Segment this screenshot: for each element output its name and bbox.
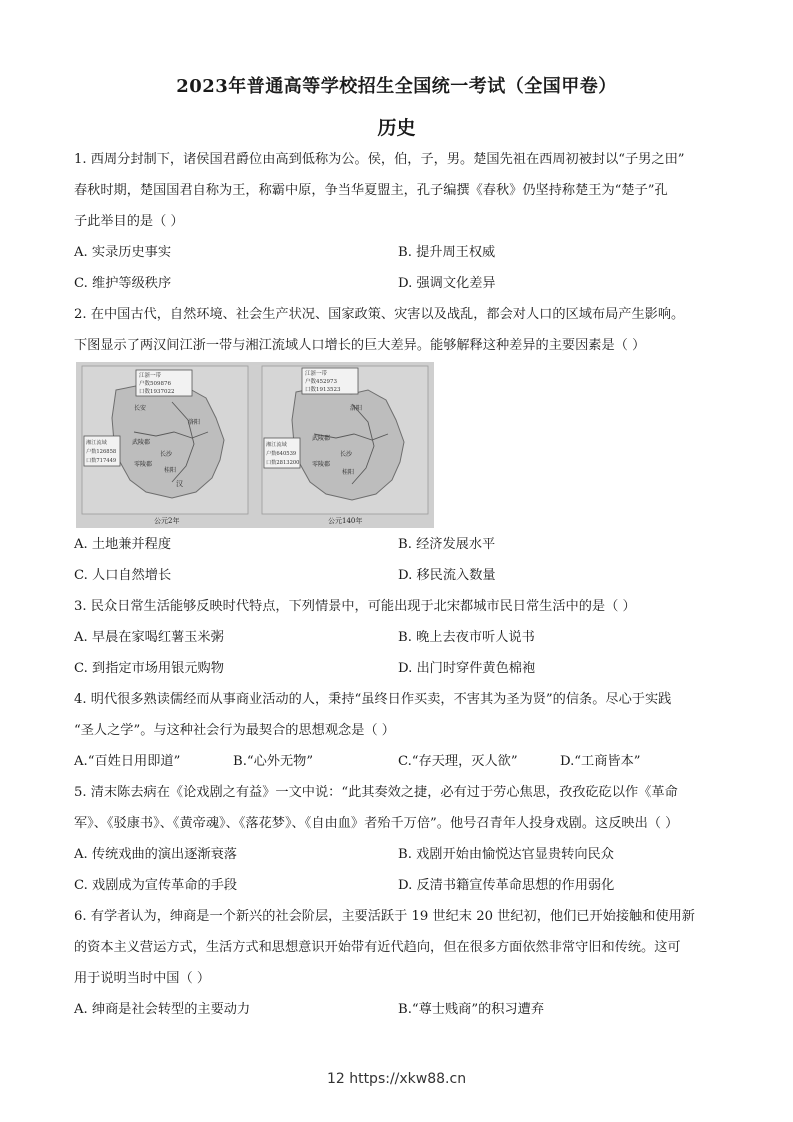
question-6-line-1: 6. 有学者认为，绅商是一个新兴的社会阶层，主要活跃于 19 世纪末 20 世纪初，他们已开始接触和使用新 [74, 909, 695, 924]
question-1-option-b: B. 提升周王权威 [398, 245, 496, 260]
question-4-option-d: D.“工商皆本” [560, 754, 641, 769]
map-panel-right [262, 366, 428, 525]
left-label-han: 汉 [176, 480, 183, 488]
question-2-option-c: C. 人口自然增长 [74, 568, 172, 583]
question-3-option-c: C. 到指定市场用银元购物 [74, 661, 224, 676]
question-3-option-a: A. 早晨在家喝红薯玉米粥 [74, 630, 224, 645]
question-4-option-b: B.“心外无物” [233, 754, 314, 769]
question-4-option-c: C.“存天理，灭人欲” [398, 754, 518, 769]
right-top-box-line-3: 口数1913523 [305, 387, 341, 393]
left-side-box-line-2: 户数126858 [86, 449, 117, 455]
question-5-option-d: D. 反清书籍宣传革命思想的作用弱化 [398, 878, 615, 893]
left-label-lingling: 零陵郡 [134, 461, 153, 468]
question-1-line-1: 1. 西周分封制下，诸侯国君爵位由高到低称为公。侯，伯，子，男。楚国先祖在西周初被封以“子男之田” [74, 152, 685, 167]
question-6-option-b: B.“尊士贱商”的积习遭弃 [398, 1002, 545, 1017]
left-top-box-line-2: 户数509876 [139, 381, 171, 387]
subject-heading: 历史 [377, 117, 416, 139]
question-5-option-b: B. 戏剧开始由愉悦达官显贵转向民众 [398, 847, 614, 862]
question-6-line-2: 的资本主义营运方式，生活方式和思想意识开始带有近代趋向，但在很多方面依然非常守旧和传统。这可 [74, 940, 681, 955]
right-side-box-line-2: 户数640539 [266, 451, 297, 457]
right-side-box-line-3: 口数2813200 [266, 460, 300, 466]
question-6-line-3: 用于说明当时中国（ ） [74, 971, 211, 986]
question-6-option-a: A. 绅商是社会转型的主要动力 [74, 1002, 251, 1017]
map-panel-left [82, 366, 248, 525]
left-label-luoyang: 洛阳 [188, 419, 201, 426]
left-side-box-line-3: 口数717449 [86, 458, 117, 464]
right-label-wuling: 武陵郡 [312, 435, 331, 442]
exam-title: 2023年普通高等学校招生全国统一考试（全国甲卷） [176, 76, 617, 97]
question-4-option-a: A.“百姓日用即道” [74, 754, 181, 769]
right-label-changsha: 长沙 [340, 451, 353, 458]
left-top-box-line-3: 口数1937022 [139, 389, 175, 395]
right-top-box-line-2: 户数452973 [305, 379, 337, 385]
question-3-line-1: 3. 民众日常生活能够反映时代特点，下列情景中，可能出现于北宋都城市民日常生活中的是（ ） [74, 599, 636, 614]
question-4-line-2: “圣人之学”。与这种社会行为最契合的思想观念是（ ） [74, 723, 395, 738]
right-side-box-line-1: 湘江流域 [266, 442, 287, 448]
left-label-changsha: 长沙 [160, 451, 173, 458]
question-2-option-a: A. 土地兼并程度 [74, 537, 172, 552]
left-label-wuling: 武陵郡 [132, 439, 151, 446]
left-label-guiyang: 桂阳 [164, 467, 177, 474]
left-label-changan: 长安 [134, 405, 147, 412]
page-footer: 12 https://xkw88.cn [326, 1071, 467, 1087]
question-5-option-c: C. 戏剧成为宣传革命的手段 [74, 878, 238, 893]
question-1-option-c: C. 维护等级秩序 [74, 276, 172, 291]
question-3-option-b: B. 晚上去夜市听人说书 [398, 630, 535, 645]
left-map-caption: 公元2年 [154, 517, 180, 525]
question-2-option-d: D. 移民流入数量 [398, 568, 496, 583]
question-1-option-a: A. 实录历史事实 [74, 245, 172, 260]
left-side-box-line-1: 湘江流域 [86, 440, 107, 446]
right-map-caption: 公元140年 [328, 517, 363, 525]
question-1-line-3: 子此举目的是（ ） [74, 214, 184, 229]
question-5-line-1: 5. 清末陈去病在《论戏剧之有益》一文中说：“此其奏效之捷，必有过于劳心焦思，孜孜矻矻以作《革命 [74, 785, 678, 800]
question-2-line-1: 2. 在中国古代，自然环境、社会生产状况、国家政策、灾害以及战乱，都会对人口的区域布局产生影响。 [74, 307, 685, 322]
question-5-option-a: A. 传统戏曲的演出逐渐衰落 [74, 847, 237, 862]
question-2-line-2: 下图显示了两汉间江浙一带与湘江流域人口增长的巨大差异。能够解释这种差异的主要因素是（ ） [74, 338, 646, 353]
right-label-lingling: 零陵郡 [312, 461, 331, 468]
question-4-line-1: 4. 明代很多熟读儒经而从事商业活动的人，秉持“虽终日作买卖，不害其为圣为贤”的信条。尽心于实践 [74, 692, 672, 707]
left-top-box-line-1: 江浙一带 [139, 373, 162, 379]
question-2-option-b: B. 经济发展水平 [398, 537, 496, 552]
question-5-line-2: 军》、《驳康书》、《黄帝魂》、《落花梦》、《自由血》者殆千万倍”。他号召青年人投身戏剧。这反映出（ ） [74, 816, 679, 831]
question-3-option-d: D. 出门时穿件黄色棉袍 [398, 661, 536, 676]
right-label-guiyang: 桂阳 [342, 469, 355, 476]
population-map-figure [76, 362, 434, 528]
right-label-luoyang: 洛阳 [350, 405, 363, 412]
question-1-line-2: 春秋时期，楚国国君自称为王，称霸中原，争当华夏盟主，孔子编撰《春秋》仍坚持称楚王为“楚子”孔 [74, 183, 668, 198]
question-1-option-d: D. 强调文化差异 [398, 276, 496, 291]
right-top-box-line-1: 江浙一带 [305, 371, 328, 377]
